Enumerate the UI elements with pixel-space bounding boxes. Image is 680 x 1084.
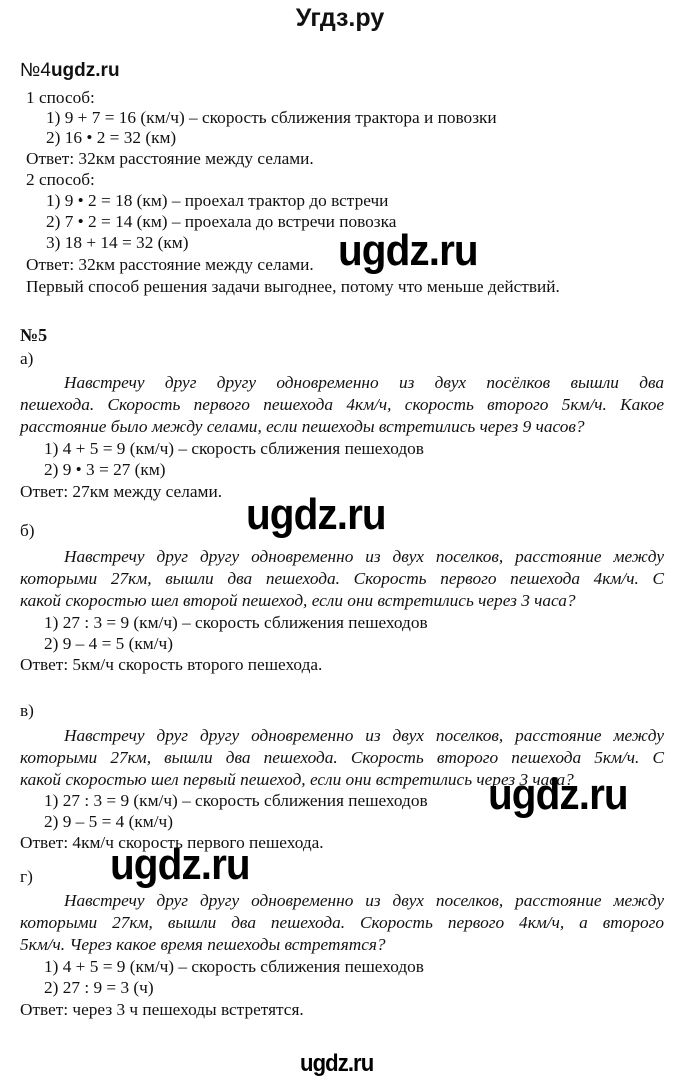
task4-method2-answer: Ответ: 32км расстояние между селами. <box>26 255 314 274</box>
task5-part-b-problem-1: Навстречу друг другу одновременно из двух поселков, расстояние между <box>64 547 664 566</box>
task5-part-a-step-2: 2) 9 • 3 = 27 (км) <box>44 460 166 479</box>
task5-part-d-step-1: 1) 4 + 5 = 9 (км/ч) – скорость сближения пешеходов <box>44 957 424 976</box>
task5-part-a-problem-3: расстояние было между селами, если пешеходы встретились через 9 часов? <box>20 417 585 436</box>
task5-part-d-problem-3: 5км/ч. Через какое время пешеходы встретятся? <box>20 935 386 954</box>
task4-number: №4 <box>20 60 51 81</box>
task5-part-a-answer: Ответ: 27км между селами. <box>20 482 223 501</box>
watermark: ugdz.ru <box>488 770 628 819</box>
task5-number: №5 <box>20 325 48 345</box>
watermark: ugdz.ru <box>246 490 386 539</box>
task5-part-b-step-1: 1) 27 : 3 = 9 (км/ч) – скорость сближения пешеходов <box>44 613 428 632</box>
task5-part-d-problem-2: которыми 27км, вышли два пешехода. Скорость первого 4км/ч, а второго <box>20 913 664 932</box>
task5-part-c-problem-1: Навстречу друг другу одновременно из двух поселков, расстояние между <box>64 726 664 745</box>
task4-heading <box>20 60 120 82</box>
task5-part-a-problem-2: пешехода. Скорость первого пешехода 4км/ч, скорость второго 5км/ч. Какое <box>20 395 664 414</box>
task5-part-c-problem-2: которыми 27км, вышли два пешехода. Скорость второго пешехода 5км/ч. С <box>20 748 664 767</box>
task5-part-b-problem-2: которыми 27км, вышли два пешехода. Скорость первого пешехода 4км/ч. С <box>20 569 664 588</box>
watermark: ugdz.ru <box>338 226 478 275</box>
task5-part-d-label: г) <box>20 867 33 886</box>
task5-part-b-label: б) <box>20 521 35 540</box>
task5-part-c-label: в) <box>20 701 34 720</box>
site-title: Угдз.ру <box>295 4 385 32</box>
task5-part-b-problem-3: какой скоростью шел второй пешеход, если они встретились через 3 часа? <box>20 591 576 610</box>
task4-method1-answer: Ответ: 32км расстояние между селами. <box>26 149 314 168</box>
task5-part-b-step-2: 2) 9 – 4 = 5 (км/ч) <box>44 634 173 653</box>
task5-part-d-step-2: 2) 27 : 9 = 3 (ч) <box>44 978 154 997</box>
task5-part-b-answer: Ответ: 5км/ч скорость второго пешехода. <box>20 655 323 674</box>
task4-method1-label: 1 способ: <box>26 88 95 107</box>
watermark: ugdz.ru <box>110 840 250 889</box>
task4-method1-step-1: 1) 9 + 7 = 16 (км/ч) – скорость сближения трактора и повозки <box>46 108 497 127</box>
task4-method2-step-3: 3) 18 + 14 = 32 (км) <box>46 233 189 252</box>
task5-part-c-answer: Ответ: 4км/ч скорость первого пешехода. <box>20 833 324 852</box>
task5-part-c-step-1: 1) 27 : 3 = 9 (км/ч) – скорость сближения пешеходов <box>44 791 428 810</box>
task4-conclusion: Первый способ решения задачи выгоднее, потому что меньше действий. <box>26 277 560 296</box>
task5-part-a-problem-1: Навстречу друг другу одновременно из двух посёлков вышли два <box>64 373 664 392</box>
task4-method2-step-2: 2) 7 • 2 = 14 (км) – проехала до встречи повозка <box>46 212 397 231</box>
task4-method2-label: 2 способ: <box>26 170 95 189</box>
task5-part-a-step-1: 1) 4 + 5 = 9 (км/ч) – скорость сближения пешеходов <box>44 439 424 458</box>
task5-part-a-label: а) <box>20 349 34 368</box>
task4-method1-step-2: 2) 16 • 2 = 32 (км) <box>46 128 177 147</box>
task4-method2-step-1: 1) 9 • 2 = 18 (км) – проехал трактор до встречи <box>46 191 389 210</box>
task5-part-c-step-2: 2) 9 – 5 = 4 (км/ч) <box>44 812 173 831</box>
task5-part-d-answer: Ответ: через 3 ч пешеходы встретятся. <box>20 1000 304 1019</box>
watermark-inline: ugdz.ru <box>50 60 120 81</box>
watermark-footer: ugdz.ru <box>300 1050 374 1077</box>
task5-part-d-problem-1: Навстречу друг другу одновременно из двух поселков, расстояние между <box>64 891 664 910</box>
task5-part-c-problem-3: какой скоростью шел первый пешеход, если они встретились через 3 часа? <box>20 770 574 789</box>
